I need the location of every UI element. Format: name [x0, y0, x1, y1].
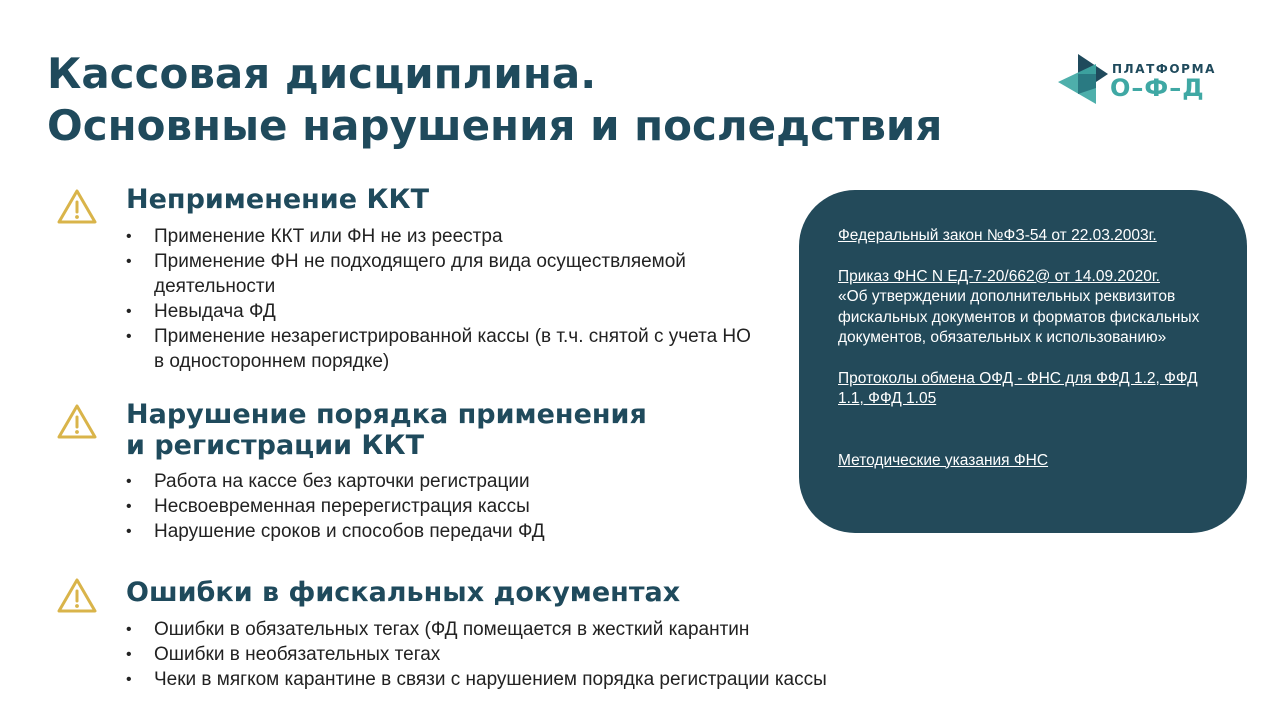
guidelines-link[interactable]: Методические указания ФНС	[838, 451, 1049, 469]
regulations-info-box	[799, 190, 1247, 533]
logo-wordmark-top: ПЛАТФОРМА	[1112, 62, 1217, 76]
list-item: • Ошибки в обязательных тегах (ФД помещается в жесткий карантин	[126, 617, 1026, 642]
warning-icon	[56, 577, 98, 615]
list-item: • Невыдача ФД	[126, 299, 756, 324]
logo-mark-icon	[1056, 52, 1112, 108]
list-item: • Нарушение сроков и способов передачи ФД	[126, 519, 756, 544]
logo-wordmark-main: О–Ф–Д	[1110, 74, 1205, 102]
section-title	[126, 577, 680, 608]
warning-icon	[56, 403, 98, 441]
law-link[interactable]: Федеральный закон №ФЗ-54 от 22.03.2003г.	[838, 227, 1157, 244]
list-item: • Применение ККТ или ФН не из реестра	[126, 224, 756, 249]
section-title-line: Нарушение порядка применения	[126, 399, 647, 430]
section-title-line: и регистрации ККТ	[126, 430, 424, 461]
list-item: • Ошибки в необязательных тегах	[126, 642, 1026, 667]
bullet-list	[126, 224, 756, 374]
list-item: • Несвоевременная перерегистрация кассы	[126, 494, 756, 519]
page-title	[47, 48, 942, 152]
page-title-line-2: Основные нарушения и последствия	[47, 101, 943, 150]
order-description: «Об утверждении дополнительных реквизитов фискальных документов и форматов фискальных документов, обязательных к использованию»	[838, 288, 1200, 346]
list-item: • Чеки в мягком карантине в связи с нарушением порядка регистрации кассы	[126, 667, 1026, 692]
section-title	[126, 399, 647, 461]
section-title-line: Ошибки в фискальных документах	[126, 577, 681, 608]
bullet-list	[126, 617, 1026, 692]
protocols-link[interactable]: Протоколы обмена ОФД - ФНС для ФФД 1.2, ФФД 1.1, ФФД 1.05	[838, 369, 1198, 407]
platforma-ofd-logo	[1056, 52, 1226, 108]
order-link[interactable]: Приказ ФНС N ЕД-7-20/662@ от 14.09.2020г.	[838, 267, 1160, 285]
section-title-line: Неприменение ККТ	[126, 184, 429, 215]
section-title	[126, 184, 429, 215]
page-title-line-1: Кассовая дисциплина.	[47, 49, 597, 98]
bullet-list	[126, 469, 756, 544]
list-item: • Работа на кассе без карточки регистрации	[126, 469, 756, 494]
list-item: • Применение ФН не подходящего для вида осуществляемой деятельности	[126, 249, 756, 299]
list-item: • Применение незарегистрированной кассы (в т.ч. снятой с учета НО в одностороннем порядке)	[126, 324, 756, 374]
warning-icon	[56, 188, 98, 226]
